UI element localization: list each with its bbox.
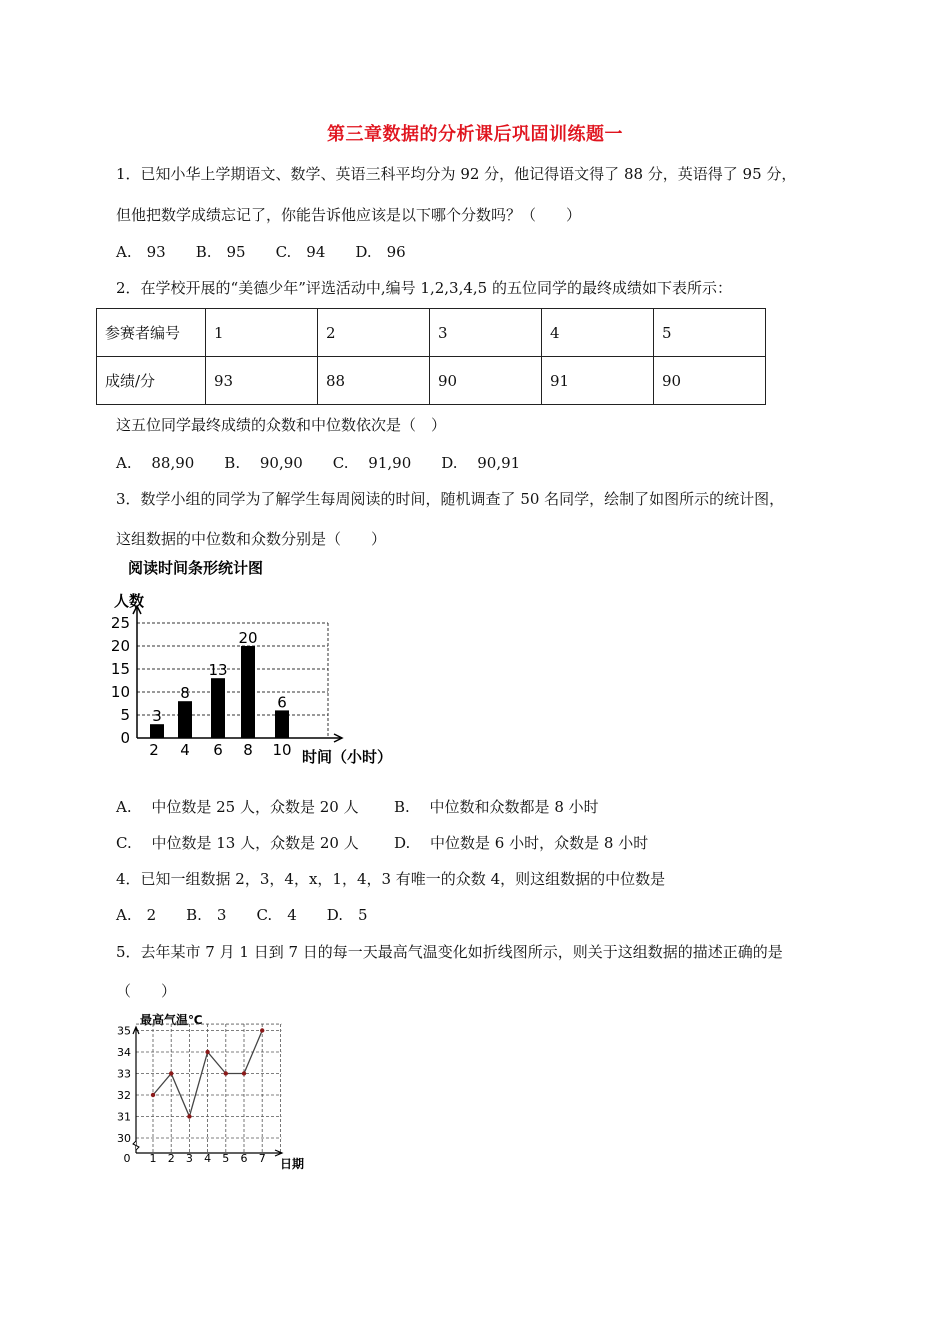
x-axis-label: 日期 [280,1157,305,1170]
chart-title: 阅读时间条形统计图 [128,559,264,577]
x-tick-label: 6 [240,1152,248,1165]
data-point [242,1071,246,1075]
reading-time-bar-chart [110,555,420,770]
table-cell: 参赛者编号 [97,309,206,357]
x-tick-label: 1 [149,1152,157,1165]
y-axis-label: 人数 [114,592,145,610]
bar-value-label: 8 [180,684,190,703]
q3-line-2: 这组数据的中位数和众数分别是（ ） [116,530,387,548]
table-cell: 成绩/分 [97,357,206,405]
bar-value-label: 3 [152,707,162,726]
q1-line-1: 1．已知小华上学期语文、数学、英语三科平均分为 92 分，他记得语文得了 88 分，英语得了 95 分， [116,165,797,183]
q3-line-1: 3．数学小组的同学为了解学生每周阅读的时间，随机调查了 50 名同学，绘制了如图所示的统计图， [116,490,785,508]
table-cell: 4 [542,309,654,357]
bar-value-label: 6 [277,693,287,712]
bar [241,646,255,738]
y-tick-label: 33 [117,1067,131,1081]
table-row [97,357,766,405]
data-point [151,1093,155,1097]
x-tick-label: 4 [180,741,190,759]
x-tick-label: 2 [167,1152,175,1165]
page-title: 第三章数据的分析课后巩固训练题一 [327,124,623,145]
data-point [205,1050,209,1054]
q2-intro: 2．在学校开展的“美德少年”评选活动中,编号 1,2,3,4,5 的五位同学的最终成绩如下表所示： [116,279,732,297]
bar-value-label: 20 [238,629,258,647]
y-tick-label: 5 [120,706,130,724]
table-cell: 91 [542,357,654,405]
y-tick-label: 32 [117,1089,131,1102]
axis-break-mark [133,1141,139,1150]
y-tick-label: 15 [110,660,130,678]
table-cell: 90 [430,357,542,405]
q4-line-1: 4．已知一组数据 2，3，4，x，1，4，3 有唯一的众数 4，则这组数据的中位数是 [116,870,666,888]
q3-option-a: A. 中位数是 25 人，众数是 20 人 [116,798,359,816]
data-point [260,1028,264,1032]
y-tick-label: 0 [120,729,130,747]
y-tick-label: 34 [117,1046,131,1059]
y-tick-label: 25 [110,614,130,632]
data-point [187,1114,191,1118]
q1-options: A. 93 B. 95 C. 94 D. 96 [116,243,406,261]
x-tick-label: 10 [272,741,292,759]
y-tick-label: 35 [117,1024,131,1038]
bar [178,701,192,738]
table-cell: 1 [206,309,318,357]
table-cell: 93 [206,357,318,405]
bar [150,724,164,738]
data-point [224,1071,228,1075]
q2-options: A. 88,90 B. 90,90 C. 91,90 D. 90,91 [116,454,521,472]
y-tick-label: 20 [110,637,130,655]
table-cell: 3 [430,309,542,357]
q5-line-1: 5．去年某市 7 月 1 日到 7 日的每一天最高气温变化如折线图所示，则关于这组数据的描述正确的是 [116,943,783,961]
x-tick-label: 8 [243,741,253,759]
data-point [169,1071,173,1075]
bar [275,710,289,738]
score-table [96,308,766,405]
bar [211,678,225,738]
q1-line-2: 但他把数学成绩忘记了，你能告诉他应该是以下哪个分数吗？（ ） [116,206,582,224]
q5-line-2: （ ） [116,982,177,1000]
x-axis-label: 时间（小时） [302,748,393,766]
q2-question: 这五位同学最终成绩的众数和中位数依次是（ ） [116,416,447,434]
q4-options: A. 2 B. 3 C. 4 D. 5 [116,906,368,924]
q3-option-b: B. 中位数和众数都是 8 小时 [394,798,599,816]
y-tick-label: 30 [117,1132,131,1145]
y-axis-label: 最高气温℃ [140,1013,203,1027]
y-tick-label: 31 [117,1110,131,1124]
q3-option-c: C. 中位数是 13 人，众数是 20 人 [116,834,359,852]
table-cell: 5 [654,309,766,357]
table-cell: 88 [318,357,430,405]
q3-option-d: D. 中位数是 6 小时，众数是 8 小时 [394,834,649,852]
table-cell: 90 [654,357,766,405]
table-cell: 2 [318,309,430,357]
temperature-line-chart [110,1010,320,1170]
bar-value-label: 13 [208,661,228,680]
origin-label: 0 [123,1152,131,1165]
x-tick-label: 3 [185,1152,193,1165]
x-tick-label: 4 [204,1152,212,1165]
x-tick-label: 5 [222,1152,230,1165]
x-tick-label: 7 [258,1152,266,1165]
table-row [97,309,766,357]
y-tick-label: 10 [110,683,130,701]
x-tick-label: 6 [213,741,223,759]
x-tick-label: 2 [149,741,159,759]
